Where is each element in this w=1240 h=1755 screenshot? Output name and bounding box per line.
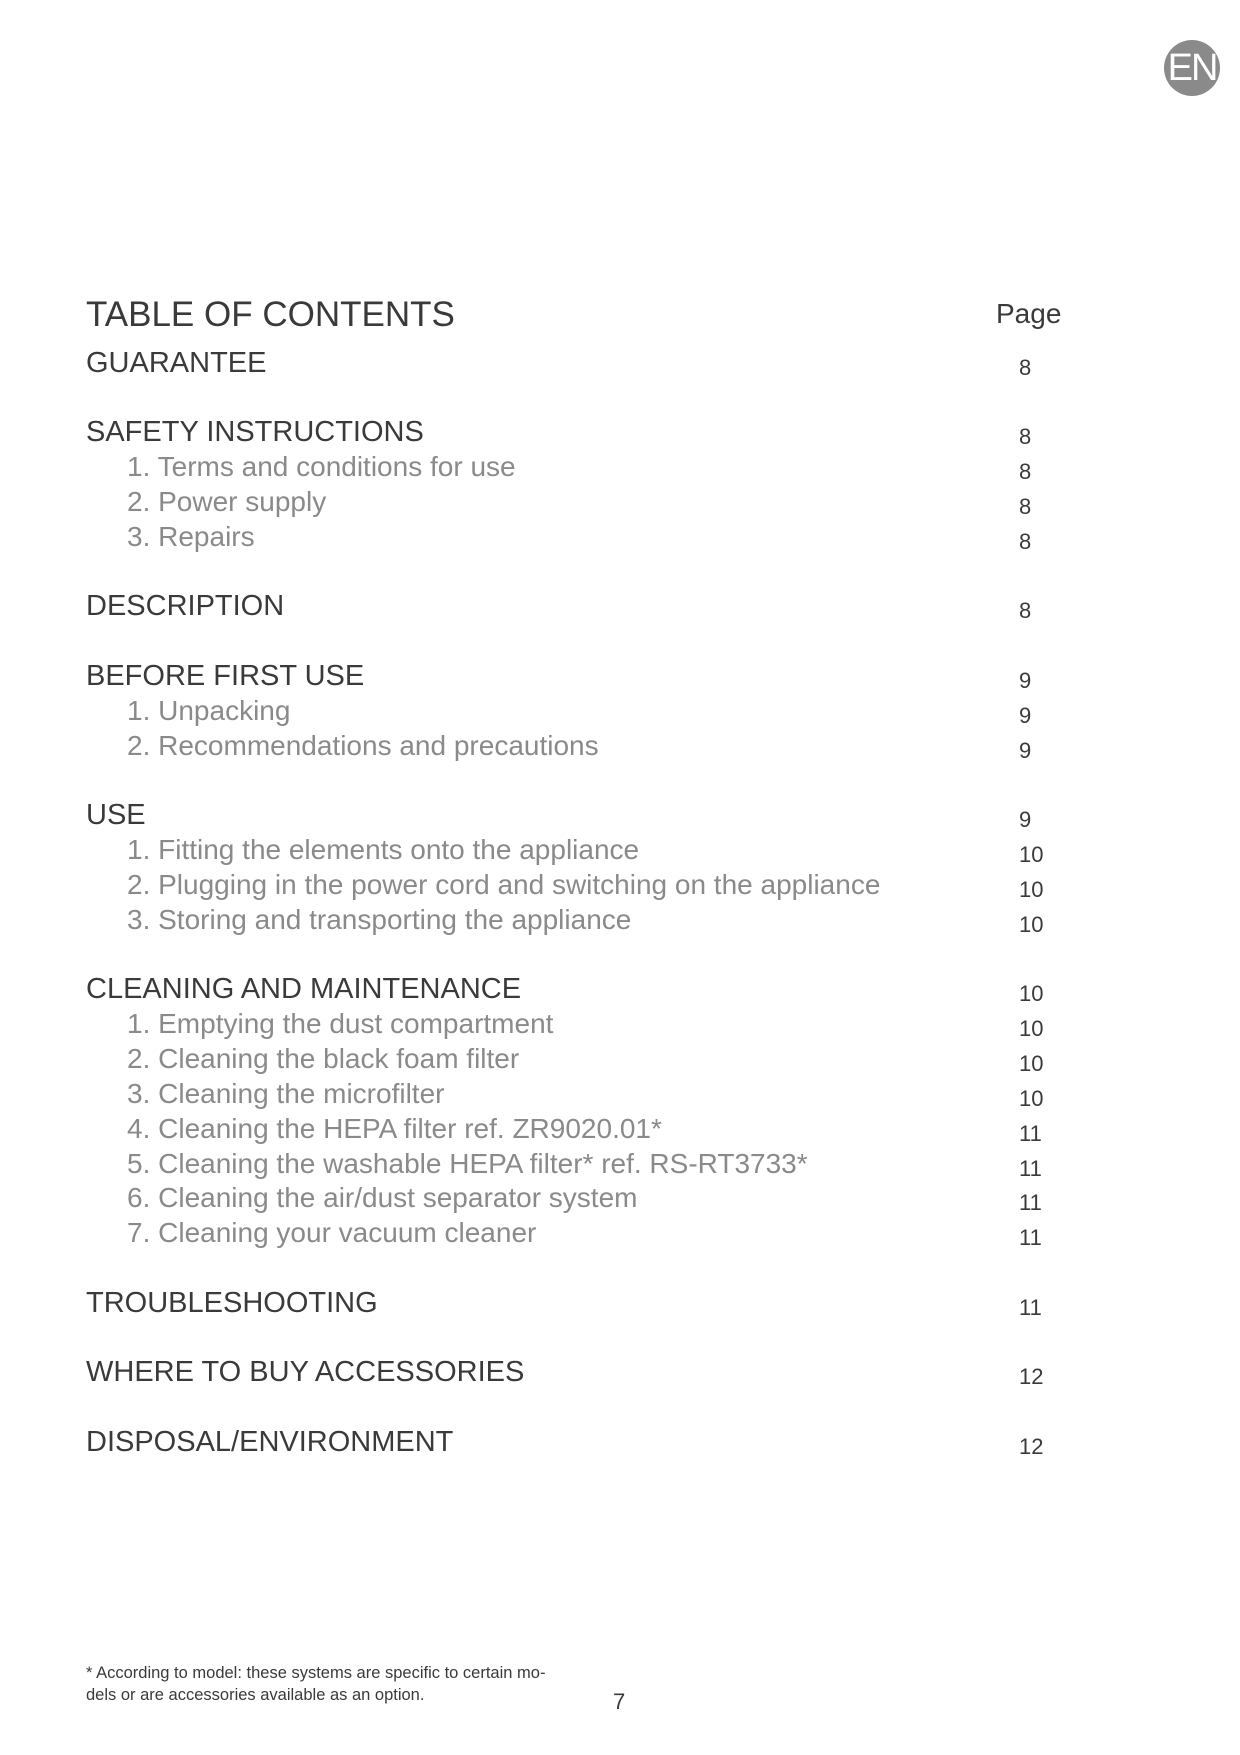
toc-entry-description[interactable]	[0, 590, 1240, 626]
toc-subentry[interactable]	[0, 869, 1240, 905]
toc-entry-label: 1. Terms and conditions for use	[127, 451, 516, 482]
toc-entry-guarantee[interactable]	[0, 347, 1240, 383]
toc-entry-page: 11	[1019, 1156, 1042, 1181]
toc-entry-page: 11	[1019, 1121, 1042, 1146]
toc-entry-cleaning-and-maintenance[interactable]	[0, 973, 1240, 1009]
toc-entry-page: 12	[1019, 1434, 1044, 1459]
toc-subentry[interactable]	[0, 1113, 1240, 1149]
toc-entry-label: USE	[86, 799, 146, 831]
toc-entry-where-to-buy-accessories[interactable]	[0, 1356, 1240, 1392]
toc-subentry[interactable]	[0, 1217, 1240, 1253]
toc-entry-disposal-environment[interactable]	[0, 1426, 1240, 1462]
toc-entry-page: 10	[1019, 981, 1044, 1006]
toc-subentry[interactable]	[0, 1043, 1240, 1079]
footnote-line: * According to model: these systems are specific to certain mo-	[86, 1664, 546, 1682]
toc-entry-page: 9	[1019, 703, 1032, 728]
toc-entry-label: 3. Cleaning the microfilter	[127, 1078, 445, 1109]
toc-entry-label: WHERE TO BUY ACCESSORIES	[86, 1356, 525, 1388]
footnote-line: dels or are accessories available as an option.	[86, 1686, 425, 1704]
toc-entry-label: 2. Recommendations and precautions	[127, 730, 599, 761]
toc-entry-page: 10	[1019, 877, 1044, 902]
toc-entry-page: 10	[1019, 1051, 1044, 1076]
page-column-header: Page	[996, 298, 1062, 329]
toc-subentry[interactable]	[0, 1008, 1240, 1044]
toc-subentry[interactable]	[0, 904, 1240, 940]
toc-subentry[interactable]	[0, 1078, 1240, 1114]
toc-entry-troubleshooting[interactable]	[0, 1287, 1240, 1323]
toc-entry-label: GUARANTEE	[86, 347, 267, 379]
toc-subentry[interactable]	[0, 1182, 1240, 1218]
toc-entry-label: 2. Cleaning the black foam filter	[127, 1043, 520, 1074]
toc-entry-page: 11	[1019, 1190, 1042, 1215]
language-badge: EN	[1164, 40, 1220, 96]
toc-entry-label: 1. Unpacking	[127, 695, 291, 726]
toc-entry-page: 10	[1019, 1086, 1044, 1111]
footnote	[86, 1662, 606, 1706]
toc-entry-label: 6. Cleaning the air/dust separator system	[127, 1182, 638, 1213]
toc-entry-label: 2. Plugging in the power cord and switching on the appliance	[127, 869, 881, 900]
toc-entry-page: 8	[1019, 424, 1032, 449]
toc-entry-label: SAFETY INSTRUCTIONS	[86, 416, 424, 448]
toc-subentry[interactable]	[0, 521, 1240, 557]
toc-entry-label: TROUBLESHOOTING	[86, 1287, 378, 1319]
toc-entry-use[interactable]	[0, 799, 1240, 835]
toc-entry-label: BEFORE FIRST USE	[86, 660, 365, 692]
toc-entry-label: 2. Power supply	[127, 486, 327, 517]
toc-entry-page: 11	[1019, 1225, 1042, 1250]
toc-entry-safety-instructions[interactable]	[0, 416, 1240, 452]
toc-entry-page: 8	[1019, 598, 1032, 623]
toc-entry-label: 3. Storing and transporting the appliance	[127, 904, 632, 935]
page-number: 7	[613, 1689, 626, 1714]
toc-entry-label: 4. Cleaning the HEPA filter ref. ZR9020.01*	[127, 1113, 662, 1144]
toc-subentry[interactable]	[0, 1148, 1240, 1184]
toc-entry-page: 9	[1019, 668, 1032, 693]
toc-entry-before-first-use[interactable]	[0, 660, 1240, 696]
toc-entry-page: 8	[1019, 494, 1032, 519]
toc-entry-page: 9	[1019, 807, 1032, 832]
toc-entry-page: 8	[1019, 529, 1032, 554]
toc-entry-label: 7. Cleaning your vacuum cleaner	[127, 1217, 537, 1248]
toc-entry-page: 12	[1019, 1364, 1044, 1389]
toc-entry-label: 1. Fitting the elements onto the appliance	[127, 834, 640, 865]
toc-entry-label: CLEANING AND MAINTENANCE	[86, 973, 522, 1005]
toc-entry-page: 10	[1019, 1016, 1044, 1041]
toc-subentry[interactable]	[0, 451, 1240, 487]
toc-entry-page: 10	[1019, 842, 1044, 867]
toc-subentry[interactable]	[0, 834, 1240, 870]
toc-entry-page: 8	[1019, 355, 1032, 380]
toc-subentry[interactable]	[0, 730, 1240, 766]
toc-title: TABLE OF CONTENTS	[86, 295, 455, 334]
toc-entry-label: DESCRIPTION	[86, 590, 285, 622]
toc-subentry[interactable]	[0, 486, 1240, 522]
toc-entry-page: 8	[1019, 459, 1032, 484]
toc-entry-page: 9	[1019, 738, 1032, 763]
toc-entry-label: 3. Repairs	[127, 521, 255, 552]
toc-subentry[interactable]	[0, 695, 1240, 731]
toc-entry-page: 11	[1019, 1295, 1042, 1320]
toc-entry-label: DISPOSAL/ENVIRONMENT	[86, 1426, 454, 1458]
toc-entry-label: 5. Cleaning the washable HEPA filter* ref. RS-RT3733*	[127, 1148, 808, 1179]
toc-entry-page: 10	[1019, 912, 1044, 937]
toc-entry-label: 1. Emptying the dust compartment	[127, 1008, 554, 1039]
